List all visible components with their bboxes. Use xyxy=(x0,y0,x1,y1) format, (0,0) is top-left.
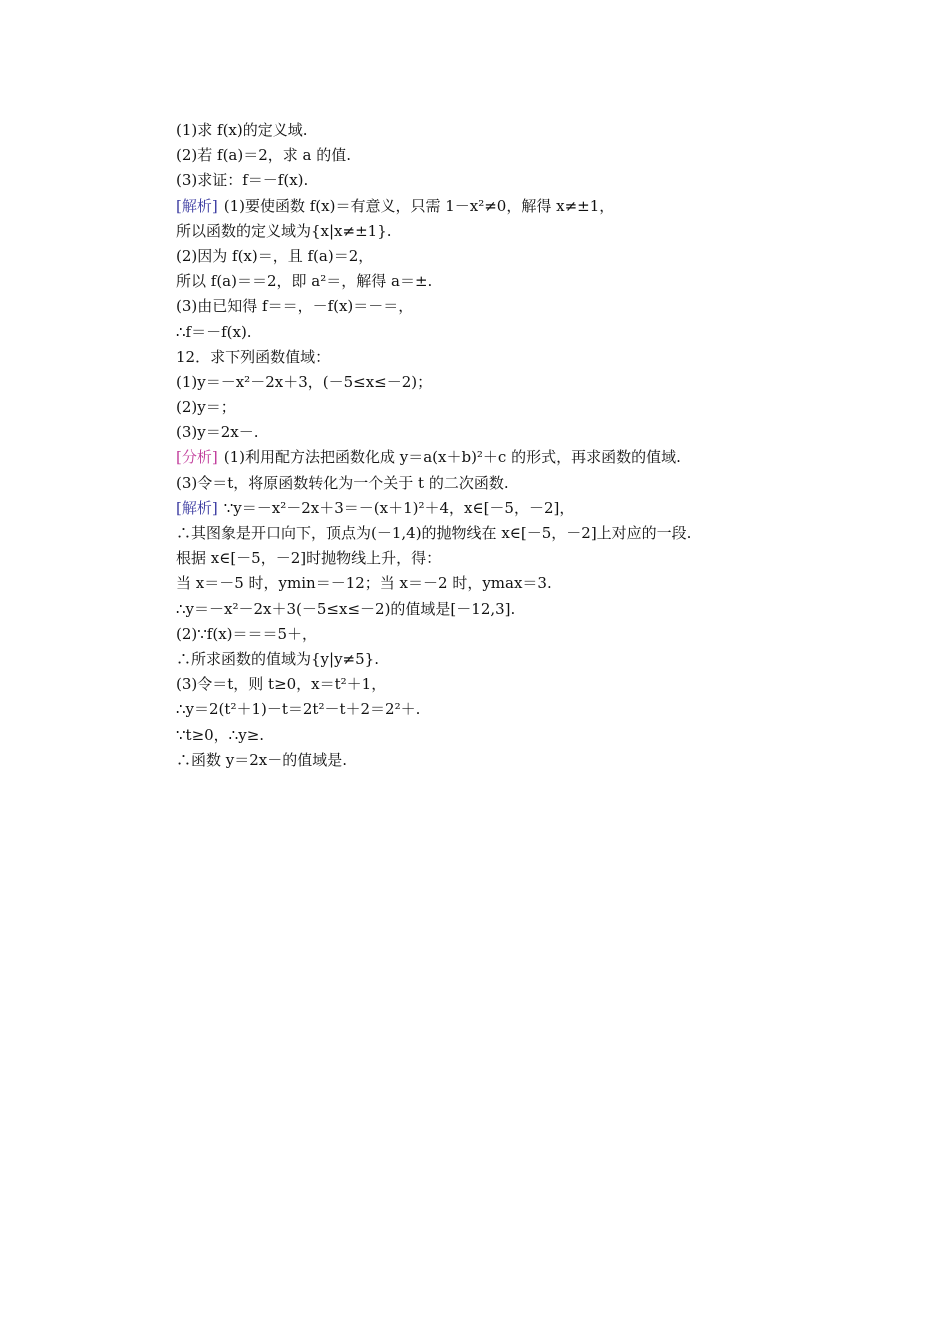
text-line xyxy=(176,219,816,244)
line-text: ∴所求函数的值域为{y|y≠5}. xyxy=(176,649,379,668)
text-line xyxy=(176,597,816,622)
text-line xyxy=(176,345,816,370)
line-text: ∵y＝－x²－2x＋3＝－(x＋1)²＋4，x∈[－5，－2]， xyxy=(223,498,575,517)
line-text: (1)求 f(x)的定义域. xyxy=(176,121,308,139)
text-line xyxy=(176,571,816,596)
text-line xyxy=(176,395,816,420)
text-line xyxy=(176,118,816,143)
text-line xyxy=(176,697,816,722)
line-text: 12．求下列函数值域： xyxy=(176,347,331,366)
text-line xyxy=(176,320,816,345)
text-line xyxy=(176,269,816,294)
line-text: (3)由已知得 f＝＝，－f(x)＝－＝， xyxy=(176,297,414,316)
line-text: ∴其图象是开口向下，顶点为(－1,4)的抛物线在 x∈[－5，－2]上对应的一段. xyxy=(176,524,692,542)
line-text: ∵t≥0，∴y≥. xyxy=(176,725,265,744)
line-text: (3)y＝2x－. xyxy=(176,423,259,442)
line-tag: [解析] xyxy=(176,498,218,517)
text-line xyxy=(176,445,816,470)
text-line xyxy=(176,370,816,395)
line-text: 所以函数的定义域为{x|x≠±1}. xyxy=(176,221,392,240)
line-text: 当 x＝－5 时，ymin＝－12；当 x＝－2 时，ymax＝3. xyxy=(176,574,552,593)
text-line xyxy=(176,294,816,319)
text-line xyxy=(176,647,816,672)
line-text: (3)令＝t，将原函数转化为一个关于 t 的二次函数. xyxy=(176,473,509,492)
line-text: 所以 f(a)＝＝2，即 a²＝，解得 a＝±. xyxy=(176,272,433,291)
line-tag: [解析] xyxy=(176,196,218,215)
line-text: ∴y＝－x²－2x＋3(－5≤x≤－2)的值域是[－12,3]. xyxy=(176,599,516,618)
line-text: (3)令＝t，则 t≥0，x＝t²＋1， xyxy=(176,675,387,694)
text-line xyxy=(176,168,816,193)
text-line xyxy=(176,471,816,496)
line-tag: [分析] xyxy=(176,448,218,467)
text-line xyxy=(176,521,816,546)
text-line xyxy=(176,244,816,269)
text-line xyxy=(176,622,816,647)
line-text: (2)因为 f(x)＝，且 f(a)＝2， xyxy=(176,246,374,265)
line-text: (1)利用配方法把函数化成 y＝a(x＋b)²＋c 的形式，再求函数的值域. xyxy=(223,448,681,467)
line-text: (2)∵f(x)＝＝＝5＋， xyxy=(176,624,318,643)
line-text: (2)y＝； xyxy=(176,398,236,417)
text-line xyxy=(176,194,816,219)
text-line xyxy=(176,496,816,521)
text-line xyxy=(176,748,816,773)
line-text: ∴函数 y＝2x－的值域是. xyxy=(176,750,348,769)
line-text: ∴f＝－f(x). xyxy=(176,322,252,341)
text-line xyxy=(176,143,816,168)
text-line xyxy=(176,420,816,445)
line-text: ∴y＝2(t²＋1)－t＝2t²－t＋2＝2²＋. xyxy=(176,700,421,719)
line-text: (1)y＝－x²－2x＋3，(－5≤x≤－2)； xyxy=(176,372,433,391)
document-body xyxy=(176,118,816,773)
line-text: (3)求证：f＝－f(x). xyxy=(176,171,309,190)
line-text: (1)要使函数 f(x)＝有意义，只需 1－x²≠0，解得 x≠±1， xyxy=(223,196,615,215)
text-line xyxy=(176,723,816,748)
text-line xyxy=(176,546,816,571)
text-line xyxy=(176,672,816,697)
line-text: 根据 x∈[－5，－2]时抛物线上升，得： xyxy=(176,549,442,568)
line-text: (2)若 f(a)＝2，求 a 的值. xyxy=(176,146,352,165)
